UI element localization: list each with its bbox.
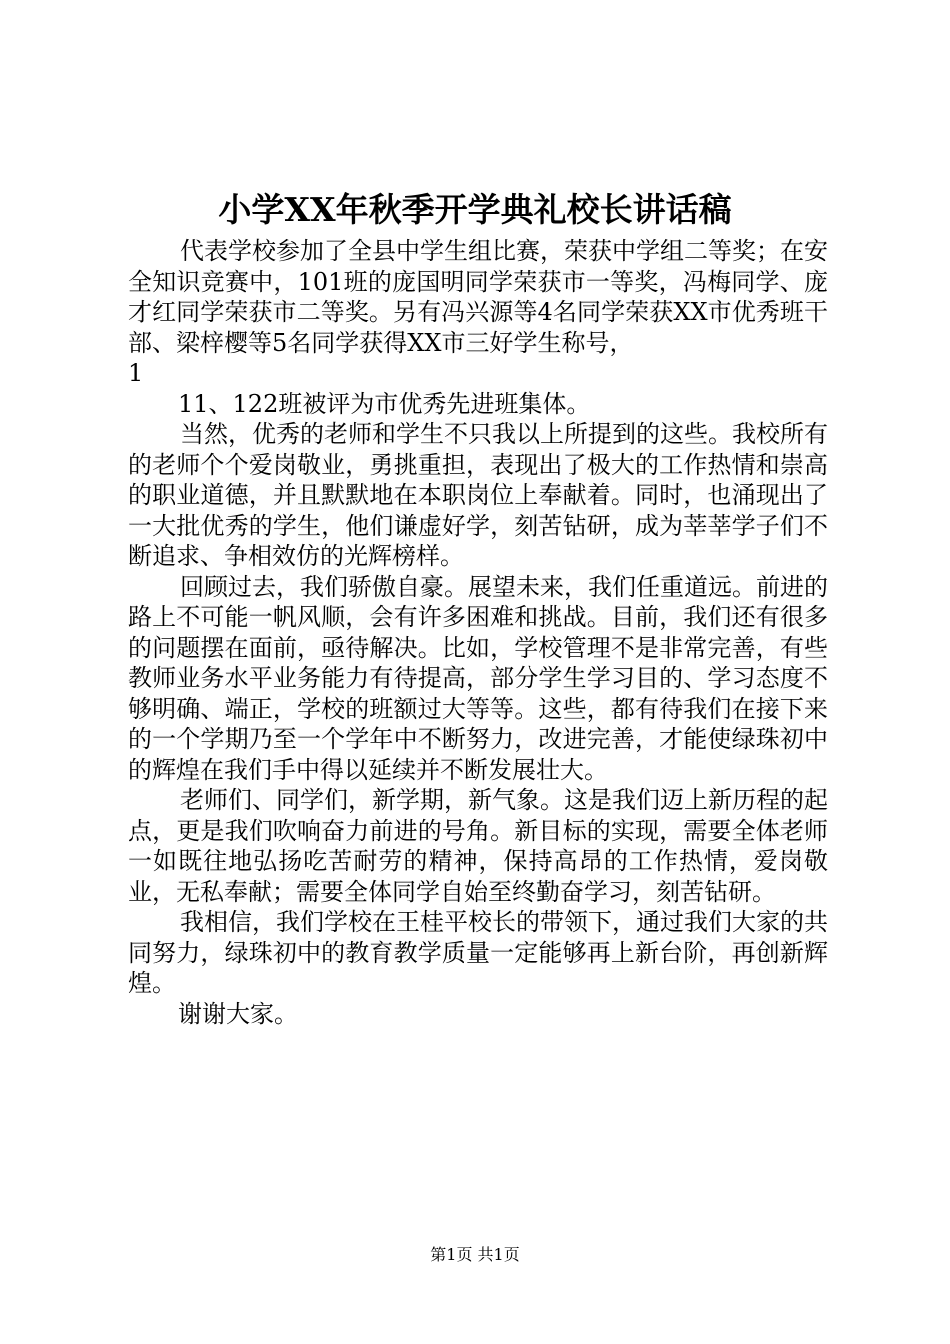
page-footer: 第1页 共1页	[430, 1245, 520, 1264]
page-title: 小学XX年秋季开学典礼校长讲话稿	[218, 190, 732, 229]
paragraph-continuation-number: 1	[128, 359, 144, 387]
paragraph-new-semester: 老师们、同学们，新学期，新气象。这是我们迈上新历程的起点，更是我们吹响奋力前进的号角。新目标的实现，需要全体老师一如既往地弘扬吃苦耐劳的精神，保持高昂的工作热情，爱岗敬业，无私奉献；需要全体同学自始至终勤奋学习，刻苦钻研。	[128, 786, 828, 906]
paragraph-class-award: 11、122班被评为市优秀先进班集体。	[178, 389, 591, 418]
paragraph-thanks: 谢谢大家。	[178, 999, 298, 1028]
paragraph-teachers-students: 当然，优秀的老师和学生不只我以上所提到的这些。我校所有的老师个个爱岗敬业，勇挑重担，表现出了极大的工作热情和崇高的职业道德，并且默默地在本职岗位上奉献着。同时，也涌现出了一大批优秀的学生，他们谦虚好学，刻苦钻研，成为莘莘学子们不断追求、争相效仿的光辉榜样。	[128, 420, 828, 570]
document-body	[128, 236, 828, 1029]
paragraph-review-outlook: 回顾过去，我们骄傲自豪。展望未来，我们任重道远。前进的路上不可能一帆风顺，会有许多困难和挑战。目前，我们还有很多的问题摆在面前，亟待解决。比如，学校管理不是非常完善，有些教师业务水平业务能力有待提高，部分学生学习目的、学习态度不够明确、端正，学校的班额过大等等。这些，都有待我们在接下来的一个学期乃至一个学年中不断努力，改进完善，才能使绿珠初中的辉煌在我们手中得以延续并不断发展壮大。	[128, 572, 828, 784]
paragraph-belief: 我相信，我们学校在王桂平校长的带领下，通过我们大家的共同努力，绿珠初中的教育教学质量一定能够再上新台阶，再创新辉煌。	[128, 908, 828, 997]
paragraph-awards: 代表学校参加了全县中学生组比赛，荣获中学组二等奖；在安全知识竞赛中，101班的庞国明同学荣获市一等奖，冯梅同学、庞才红同学荣获市二等奖。另有冯兴源等4名同学荣获XX市优秀班干部、梁梓樱等5名同学获得XX市三好学生称号，	[128, 237, 828, 357]
